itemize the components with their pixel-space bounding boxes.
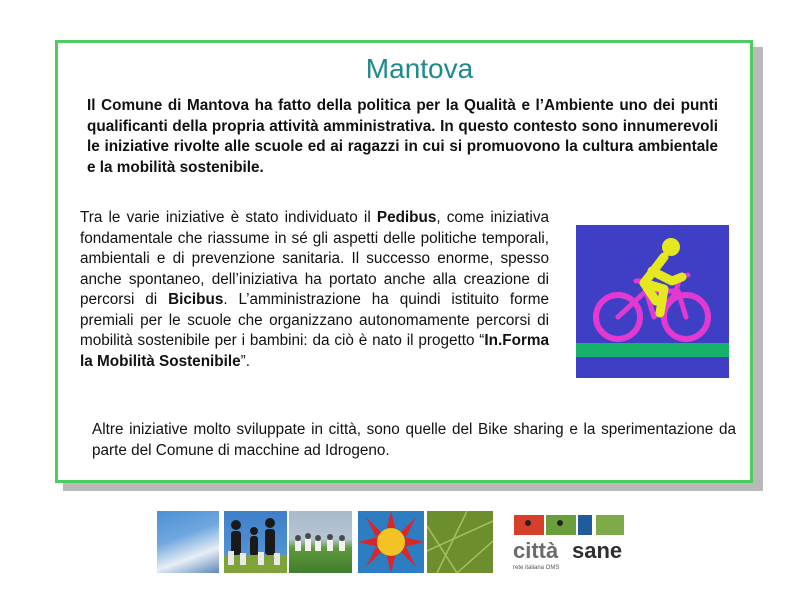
pedibus-text-3: . L’amministrazione ha quindi istituito forme premiali per le scuole che organizzano autonomamente percorsi di mobilità sostenibile per i bambini: da ciò è nato il progetto “: [80, 291, 550, 349]
cittasane-logo: [510, 511, 630, 573]
page-title: Mantova: [365, 53, 474, 84]
pedibus-text-2: , come iniziativa fondamentale che riassume in sé gli aspetti delle politiche temporali, ambientali e di prevenzione sanitaria. Il successo enorme, spesso anche spontaneo, dell’iniziativa ha portato anche alla creazione di percorsi di: [80, 209, 549, 308]
altre-iniziative-paragraph: Altre iniziative molto sviluppate in città, sono quelle del Bike sharing e la sperimentazione da parte del Comune di macchine ad Idrogeno.: [92, 421, 736, 459]
cyclist-icon: [576, 225, 729, 378]
pedibus-text-4: ”.: [240, 352, 250, 370]
pedibus-bold-3: In.Forma la Mobilità Sostenibile: [80, 332, 549, 370]
pedibus-text-1: Tra le varie iniziative è stato individuato il: [80, 209, 377, 226]
sky-photo: [157, 511, 219, 573]
cyclist-illustration: [576, 225, 729, 378]
pedibus-bold-1: Pedibus: [376, 209, 437, 226]
children-silhouettes-image: [224, 511, 287, 573]
pedibus-paragraph: [80, 208, 549, 372]
sun-image: [358, 511, 424, 573]
group-photo: [289, 511, 352, 573]
cittasane-wordmark-a: città: [513, 538, 559, 563]
cittasane-caption: rete italiana OMS: [513, 565, 560, 571]
cittasane-wordmark-b: sane: [572, 538, 623, 563]
pedibus-bold-2: Bicibus: [168, 291, 224, 308]
leaf-texture-image: [427, 511, 493, 573]
intro-paragraph: Il Comune di Mantova ha fatto della politica per la Qualità e l’Ambiente uno dei punti qualificanti della propria attività amministrativa. In questo contesto sono innumerevoli le iniziative rivolte alle scuole ed ai ragazzi in cui si promuovono la cultura ambientale e la mobilità sostenibile.: [87, 97, 718, 176]
